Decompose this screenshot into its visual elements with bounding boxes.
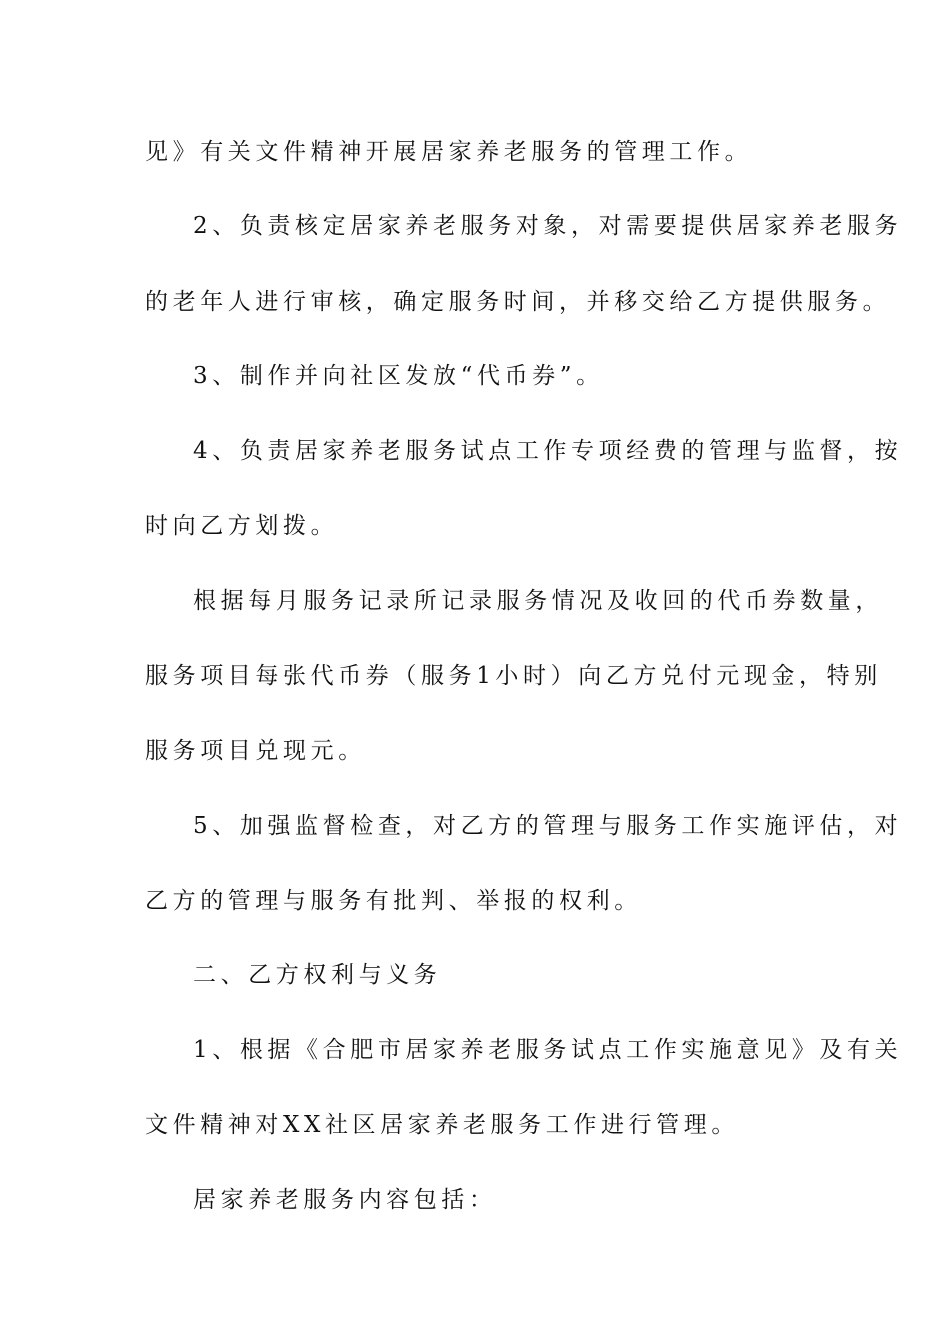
text-line-8: 服务项目每张代币券（服务1小时）向乙方兑付元现金，特别 — [145, 663, 882, 689]
text-line-2: 2、负责核定居家养老服务对象，对需要提供居家养老服务 — [193, 213, 903, 239]
text-line-5: 4、负责居家养老服务试点工作专项经费的管理与监督，按 — [193, 438, 903, 464]
text-line-11: 乙方的管理与服务有批判、举报的权利。 — [145, 888, 642, 914]
text-line-10: 5、加强监督检查，对乙方的管理与服务工作实施评估，对 — [193, 813, 903, 839]
section-heading: 二、乙方权利与义务 — [193, 962, 442, 988]
text-line-7: 根据每月服务记录所记录服务情况及收回的代币券数量， — [193, 588, 883, 614]
text-line-14: 文件精神对XX社区居家养老服务工作进行管理。 — [145, 1112, 739, 1138]
text-line-1: 见》有关文件精神开展居家养老服务的管理工作。 — [145, 139, 753, 165]
text-line-4: 3、制作并向社区发放“代币券”。 — [193, 363, 604, 389]
text-line-6: 时向乙方划拨。 — [145, 513, 339, 539]
text-line-3: 的老年人进行审核，确定服务时间，并移交给乙方提供服务。 — [145, 289, 891, 315]
text-line-13: 1、根据《合肥市居家养老服务试点工作实施意见》及有关 — [193, 1037, 903, 1063]
text-line-9: 服务项目兑现元。 — [145, 738, 366, 764]
text-line-15: 居家养老服务内容包括： — [193, 1187, 497, 1213]
